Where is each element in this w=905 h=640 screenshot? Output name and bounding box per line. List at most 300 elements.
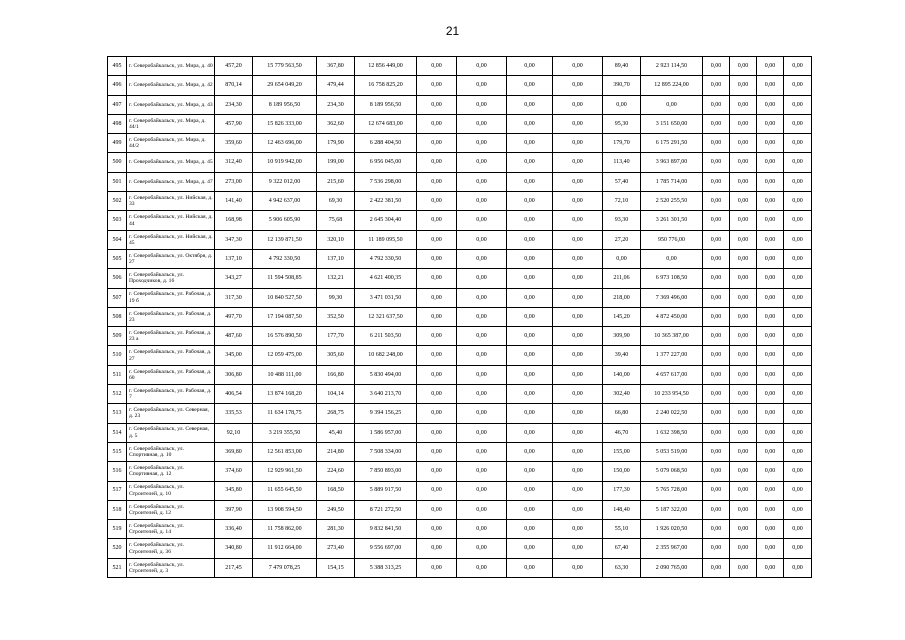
value-cell: 0,00 <box>703 481 730 500</box>
value-cell: 6 175 291,50 <box>641 134 703 153</box>
value-cell: 0,00 <box>417 57 457 76</box>
value-cell: 0,00 <box>457 95 507 114</box>
value-cell: 0,00 <box>507 520 553 539</box>
value-cell: 268,75 <box>317 404 355 423</box>
value-cell: 0,00 <box>757 520 784 539</box>
value-cell: 0,00 <box>553 57 603 76</box>
value-cell: 0,00 <box>757 192 784 211</box>
value-cell: 2 520 255,50 <box>641 192 703 211</box>
value-cell: 0,00 <box>417 404 457 423</box>
value-cell: 0,00 <box>553 172 603 191</box>
value-cell: 0,00 <box>457 327 507 346</box>
table-row <box>108 211 812 230</box>
value-cell: 1 586 957,00 <box>355 423 417 442</box>
value-cell: 6 973 108,50 <box>641 269 703 288</box>
value-cell: 0,00 <box>553 327 603 346</box>
value-cell: 406,54 <box>215 385 253 404</box>
address-cell: г. Северобайкальск, ул. Мира, д. 47 <box>127 172 215 191</box>
value-cell: 0,00 <box>553 558 603 577</box>
value-cell: 1 632 398,50 <box>641 423 703 442</box>
value-cell: 487,60 <box>215 327 253 346</box>
value-cell: 3 151 650,00 <box>641 114 703 133</box>
value-cell: 0,00 <box>457 114 507 133</box>
value-cell: 11 655 645,50 <box>253 481 317 500</box>
value-cell: 0,00 <box>730 520 757 539</box>
value-cell: 0,00 <box>417 442 457 461</box>
value-cell: 0,00 <box>457 288 507 307</box>
value-cell: 3 219 355,50 <box>253 423 317 442</box>
value-cell: 950 776,00 <box>641 230 703 249</box>
value-cell: 0,00 <box>641 249 703 268</box>
value-cell: 12 059 475,00 <box>253 346 317 365</box>
table-body <box>108 57 812 578</box>
value-cell: 0,00 <box>730 307 757 326</box>
value-cell: 155,00 <box>603 442 641 461</box>
row-number-cell: 514 <box>108 423 127 442</box>
value-cell: 0,00 <box>417 307 457 326</box>
value-cell: 0,00 <box>703 249 730 268</box>
value-cell: 12 139 871,50 <box>253 230 317 249</box>
value-cell: 154,15 <box>317 558 355 577</box>
value-cell: 0,00 <box>730 211 757 230</box>
value-cell: 0,00 <box>784 114 812 133</box>
value-cell: 0,00 <box>730 269 757 288</box>
value-cell: 0,00 <box>417 230 457 249</box>
value-cell: 0,00 <box>703 114 730 133</box>
table-row <box>108 423 812 442</box>
value-cell: 150,00 <box>603 462 641 481</box>
value-cell: 0,00 <box>457 481 507 500</box>
value-cell: 0,00 <box>553 385 603 404</box>
value-cell: 0,00 <box>703 462 730 481</box>
value-cell: 0,00 <box>553 134 603 153</box>
value-cell: 0,00 <box>784 558 812 577</box>
value-cell: 0,00 <box>507 481 553 500</box>
address-cell: г. Северобайкальск, ул. Октября, д. 27 <box>127 249 215 268</box>
value-cell: 0,00 <box>457 192 507 211</box>
row-number-cell: 516 <box>108 462 127 481</box>
row-number-cell: 495 <box>108 57 127 76</box>
value-cell: 0,00 <box>784 172 812 191</box>
value-cell: 0,00 <box>507 230 553 249</box>
value-cell: 0,00 <box>730 288 757 307</box>
value-cell: 0,00 <box>730 327 757 346</box>
value-cell: 497,70 <box>215 307 253 326</box>
value-cell: 0,00 <box>757 269 784 288</box>
value-cell: 362,60 <box>317 114 355 133</box>
value-cell: 7 369 496,00 <box>641 288 703 307</box>
value-cell: 89,40 <box>603 57 641 76</box>
value-cell: 0,00 <box>553 346 603 365</box>
value-cell: 46,70 <box>603 423 641 442</box>
value-cell: 92,10 <box>215 423 253 442</box>
value-cell: 0,00 <box>730 172 757 191</box>
value-cell: 67,40 <box>603 539 641 558</box>
value-cell: 0,00 <box>784 192 812 211</box>
value-cell: 343,27 <box>215 269 253 288</box>
value-cell: 11 594 508,85 <box>253 269 317 288</box>
value-cell: 0,00 <box>417 558 457 577</box>
value-cell: 273,40 <box>317 539 355 558</box>
value-cell: 0,00 <box>757 365 784 384</box>
value-cell: 0,00 <box>507 365 553 384</box>
value-cell: 0,00 <box>784 500 812 519</box>
value-cell: 0,00 <box>703 57 730 76</box>
value-cell: 0,00 <box>703 192 730 211</box>
value-cell: 66,80 <box>603 404 641 423</box>
table-row <box>108 327 812 346</box>
value-cell: 0,00 <box>784 346 812 365</box>
value-cell: 0,00 <box>553 211 603 230</box>
value-cell: 345,80 <box>215 481 253 500</box>
value-cell: 0,00 <box>730 462 757 481</box>
value-cell: 9 556 697,00 <box>355 539 417 558</box>
value-cell: 0,00 <box>784 269 812 288</box>
value-cell: 0,00 <box>703 442 730 461</box>
value-cell: 0,00 <box>703 539 730 558</box>
value-cell: 0,00 <box>417 269 457 288</box>
table-row <box>108 95 812 114</box>
value-cell: 0,00 <box>507 269 553 288</box>
value-cell: 0,00 <box>703 153 730 172</box>
value-cell: 0,00 <box>784 57 812 76</box>
value-cell: 0,00 <box>507 442 553 461</box>
value-cell: 0,00 <box>784 230 812 249</box>
table-row <box>108 76 812 95</box>
value-cell: 0,00 <box>757 288 784 307</box>
value-cell: 0,00 <box>507 539 553 558</box>
value-cell: 168,98 <box>215 211 253 230</box>
value-cell: 0,00 <box>784 211 812 230</box>
value-cell: 0,00 <box>703 520 730 539</box>
value-cell: 0,00 <box>507 153 553 172</box>
address-cell: г. Северобайкальск, ул. Рабочая, д. 23 а <box>127 327 215 346</box>
value-cell: 0,00 <box>757 404 784 423</box>
value-cell: 4 792 330,50 <box>355 249 417 268</box>
address-cell: г. Северобайкальск, ул. Мира, д. 40 <box>127 57 215 76</box>
value-cell: 0,00 <box>703 288 730 307</box>
value-cell: 2 240 022,50 <box>641 404 703 423</box>
value-cell: 0,00 <box>507 249 553 268</box>
address-cell: г. Северобайкальск, ул. Рабочая, д. 19 б <box>127 288 215 307</box>
value-cell: 3 963 897,00 <box>641 153 703 172</box>
row-number-cell: 513 <box>108 404 127 423</box>
value-cell: 0,00 <box>553 95 603 114</box>
value-cell: 0,00 <box>703 500 730 519</box>
row-number-cell: 502 <box>108 192 127 211</box>
value-cell: 0,00 <box>757 134 784 153</box>
value-cell: 0,00 <box>703 423 730 442</box>
value-cell: 140,00 <box>603 365 641 384</box>
value-cell: 0,00 <box>784 404 812 423</box>
row-number-cell: 496 <box>108 76 127 95</box>
value-cell: 0,00 <box>417 346 457 365</box>
value-cell: 369,80 <box>215 442 253 461</box>
value-cell: 336,40 <box>215 520 253 539</box>
row-number-cell: 517 <box>108 481 127 500</box>
address-cell: г. Северобайкальск, ул. Спортивная, д. 10 <box>127 442 215 461</box>
value-cell: 0,00 <box>417 249 457 268</box>
value-cell: 141,40 <box>215 192 253 211</box>
value-cell: 0,00 <box>417 539 457 558</box>
value-cell: 352,50 <box>317 307 355 326</box>
value-cell: 0,00 <box>457 520 507 539</box>
value-cell: 0,00 <box>457 153 507 172</box>
value-cell: 0,00 <box>457 558 507 577</box>
value-cell: 10 488 111,00 <box>253 365 317 384</box>
value-cell: 4 621 400,35 <box>355 269 417 288</box>
value-cell: 0,00 <box>507 288 553 307</box>
table-row <box>108 172 812 191</box>
value-cell: 179,70 <box>603 134 641 153</box>
value-cell: 168,50 <box>317 481 355 500</box>
value-cell: 0,00 <box>553 442 603 461</box>
value-cell: 8 189 956,50 <box>355 95 417 114</box>
value-cell: 0,00 <box>730 249 757 268</box>
page-number: 21 <box>445 24 460 38</box>
value-cell: 7 850 893,00 <box>355 462 417 481</box>
value-cell: 0,00 <box>553 520 603 539</box>
address-cell: г. Северобайкальск, ул. Строителей, д. 10 <box>127 481 215 500</box>
row-number-cell: 499 <box>108 134 127 153</box>
table-row <box>108 57 812 76</box>
value-cell: 0,00 <box>703 346 730 365</box>
value-cell: 4 942 637,00 <box>253 192 317 211</box>
value-cell: 13 908 594,50 <box>253 500 317 519</box>
value-cell: 0,00 <box>553 404 603 423</box>
value-cell: 0,00 <box>417 172 457 191</box>
table-row <box>108 481 812 500</box>
value-cell: 137,10 <box>215 249 253 268</box>
value-cell: 0,00 <box>417 76 457 95</box>
value-cell: 0,00 <box>784 307 812 326</box>
value-cell: 335,53 <box>215 404 253 423</box>
value-cell: 0,00 <box>730 192 757 211</box>
table-row <box>108 114 812 133</box>
value-cell: 0,00 <box>703 269 730 288</box>
value-cell: 0,00 <box>457 365 507 384</box>
value-cell: 45,40 <box>317 423 355 442</box>
value-cell: 4 872 450,00 <box>641 307 703 326</box>
value-cell: 0,00 <box>703 211 730 230</box>
value-cell: 7 479 078,25 <box>253 558 317 577</box>
value-cell: 0,00 <box>553 230 603 249</box>
value-cell: 0,00 <box>757 558 784 577</box>
value-cell: 347,30 <box>215 230 253 249</box>
address-cell: г. Северобайкальск, ул. Проходчиков, д. 16 <box>127 269 215 288</box>
value-cell: 0,00 <box>703 134 730 153</box>
value-cell: 104,14 <box>317 385 355 404</box>
value-cell: 0,00 <box>730 230 757 249</box>
value-cell: 0,00 <box>417 114 457 133</box>
address-cell: г. Северобайкальск, ул. Мира, д. 45 <box>127 153 215 172</box>
value-cell: 10 365 387,00 <box>641 327 703 346</box>
value-cell: 0,00 <box>703 172 730 191</box>
value-cell: 0,00 <box>757 172 784 191</box>
value-cell: 0,00 <box>757 95 784 114</box>
value-cell: 0,00 <box>417 153 457 172</box>
housing-register-table <box>107 56 812 578</box>
value-cell: 0,00 <box>757 442 784 461</box>
value-cell: 0,00 <box>417 134 457 153</box>
value-cell: 0,00 <box>703 95 730 114</box>
value-cell: 0,00 <box>553 365 603 384</box>
value-cell: 249,50 <box>317 500 355 519</box>
value-cell: 0,00 <box>757 481 784 500</box>
value-cell: 15 779 563,50 <box>253 57 317 76</box>
row-number-cell: 519 <box>108 520 127 539</box>
value-cell: 0,00 <box>784 76 812 95</box>
value-cell: 0,00 <box>507 462 553 481</box>
value-cell: 0,00 <box>457 76 507 95</box>
value-cell: 0,00 <box>507 385 553 404</box>
value-cell: 0,00 <box>757 462 784 481</box>
address-cell: г. Северобайкальск, ул. Строителей, д. 14 <box>127 520 215 539</box>
value-cell: 0,00 <box>507 95 553 114</box>
value-cell: 0,00 <box>757 230 784 249</box>
value-cell: 0,00 <box>730 423 757 442</box>
row-number-cell: 509 <box>108 327 127 346</box>
value-cell: 5 388 313,25 <box>355 558 417 577</box>
value-cell: 317,30 <box>215 288 253 307</box>
value-cell: 0,00 <box>703 385 730 404</box>
value-cell: 6 956 045,00 <box>355 153 417 172</box>
value-cell: 55,10 <box>603 520 641 539</box>
value-cell: 145,20 <box>603 307 641 326</box>
value-cell: 177,70 <box>317 327 355 346</box>
value-cell: 8 721 272,50 <box>355 500 417 519</box>
value-cell: 15 826 333,00 <box>253 114 317 133</box>
value-cell: 9 322 012,00 <box>253 172 317 191</box>
value-cell: 281,30 <box>317 520 355 539</box>
value-cell: 3 261 301,50 <box>641 211 703 230</box>
value-cell: 0,00 <box>553 481 603 500</box>
row-number-cell: 518 <box>108 500 127 519</box>
value-cell: 0,00 <box>507 327 553 346</box>
value-cell: 0,00 <box>417 520 457 539</box>
value-cell: 2 090 765,00 <box>641 558 703 577</box>
value-cell: 0,00 <box>784 153 812 172</box>
value-cell: 0,00 <box>703 327 730 346</box>
value-cell: 1 926 020,50 <box>641 520 703 539</box>
value-cell: 0,00 <box>507 404 553 423</box>
value-cell: 218,00 <box>603 288 641 307</box>
value-cell: 13 874 168,20 <box>253 385 317 404</box>
value-cell: 0,00 <box>757 500 784 519</box>
value-cell: 1 377 227,00 <box>641 346 703 365</box>
value-cell: 12 674 683,00 <box>355 114 417 133</box>
value-cell: 309,90 <box>603 327 641 346</box>
row-number-cell: 507 <box>108 288 127 307</box>
table-row <box>108 249 812 268</box>
value-cell: 0,00 <box>457 230 507 249</box>
value-cell: 0,00 <box>757 153 784 172</box>
row-number-cell: 511 <box>108 365 127 384</box>
value-cell: 0,00 <box>417 462 457 481</box>
row-number-cell: 500 <box>108 153 127 172</box>
table-row <box>108 404 812 423</box>
table-row <box>108 192 812 211</box>
value-cell: 0,00 <box>757 307 784 326</box>
value-cell: 0,00 <box>730 558 757 577</box>
value-cell: 0,00 <box>457 462 507 481</box>
value-cell: 0,00 <box>457 307 507 326</box>
value-cell: 0,00 <box>417 481 457 500</box>
value-cell: 63,30 <box>603 558 641 577</box>
value-cell: 306,80 <box>215 365 253 384</box>
value-cell: 0,00 <box>457 249 507 268</box>
value-cell: 0,00 <box>730 500 757 519</box>
value-cell: 12 321 637,50 <box>355 307 417 326</box>
value-cell: 10 919 942,00 <box>253 153 317 172</box>
value-cell: 0,00 <box>703 76 730 95</box>
value-cell: 0,00 <box>507 423 553 442</box>
value-cell: 0,00 <box>730 76 757 95</box>
value-cell: 0,00 <box>784 423 812 442</box>
address-cell: г. Северобайкальск, ул. Строителей, д. 3 <box>127 558 215 577</box>
table-row <box>108 346 812 365</box>
value-cell: 5 830 494,00 <box>355 365 417 384</box>
value-cell: 320,10 <box>317 230 355 249</box>
value-cell: 10 233 954,50 <box>641 385 703 404</box>
address-cell: г. Северобайкальск, ул. Нийская, д. 44 <box>127 211 215 230</box>
value-cell: 11 758 862,00 <box>253 520 317 539</box>
table-row <box>108 539 812 558</box>
value-cell: 457,90 <box>215 114 253 133</box>
table-row <box>108 307 812 326</box>
value-cell: 5 187 322,00 <box>641 500 703 519</box>
value-cell: 0,00 <box>457 539 507 558</box>
value-cell: 215,60 <box>317 172 355 191</box>
value-cell: 0,00 <box>730 365 757 384</box>
value-cell: 177,30 <box>603 481 641 500</box>
value-cell: 9 832 841,50 <box>355 520 417 539</box>
value-cell: 0,00 <box>757 346 784 365</box>
value-cell: 3 471 031,50 <box>355 288 417 307</box>
value-cell: 199,00 <box>317 153 355 172</box>
value-cell: 0,00 <box>603 95 641 114</box>
value-cell: 0,00 <box>507 500 553 519</box>
value-cell: 0,00 <box>703 404 730 423</box>
row-number-cell: 512 <box>108 385 127 404</box>
value-cell: 7 536 298,00 <box>355 172 417 191</box>
value-cell: 367,80 <box>317 57 355 76</box>
value-cell: 8 189 956,50 <box>253 95 317 114</box>
value-cell: 0,00 <box>417 288 457 307</box>
row-number-cell: 503 <box>108 211 127 230</box>
value-cell: 0,00 <box>784 288 812 307</box>
address-cell: г. Северобайкальск, ул. Мира, д. 43 <box>127 95 215 114</box>
value-cell: 0,00 <box>757 57 784 76</box>
value-cell: 0,00 <box>757 211 784 230</box>
row-number-cell: 501 <box>108 172 127 191</box>
value-cell: 0,00 <box>417 365 457 384</box>
table-row <box>108 442 812 461</box>
address-cell: г. Северобайкальск, ул. Строителей, д. 12 <box>127 500 215 519</box>
address-cell: г. Северобайкальск, ул. Мира, д. 42 <box>127 76 215 95</box>
address-cell: г. Северобайкальск, ул. Северная, д. 5 <box>127 423 215 442</box>
table-row <box>108 134 812 153</box>
value-cell: 479,44 <box>317 76 355 95</box>
table-row <box>108 230 812 249</box>
value-cell: 0,00 <box>730 346 757 365</box>
value-cell: 2 645 304,40 <box>355 211 417 230</box>
value-cell: 0,00 <box>730 57 757 76</box>
address-cell: г. Северобайкальск, ул. Мира, д. 44/1 <box>127 114 215 133</box>
value-cell: 340,80 <box>215 539 253 558</box>
value-cell: 4 792 330,50 <box>253 249 317 268</box>
value-cell: 0,00 <box>784 481 812 500</box>
